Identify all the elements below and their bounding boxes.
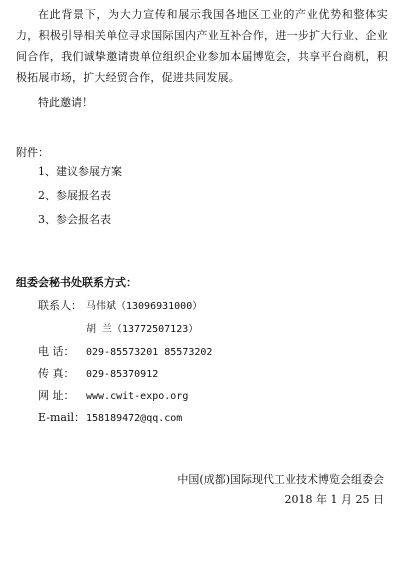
contact-person-2: 胡 兰（13772507123） bbox=[86, 324, 199, 335]
website-label: 网 址： bbox=[38, 389, 75, 402]
contact-section-title: 组委会秘书处联系方式： bbox=[16, 276, 137, 289]
website-link[interactable]: www.cwit-expo.org bbox=[86, 391, 189, 402]
phone-label: 电 话： bbox=[38, 345, 75, 358]
attachment-item: 3、参会报名表 bbox=[38, 213, 111, 226]
contact-person-1: 马伟斌（13096931000） bbox=[86, 301, 203, 312]
invitation-closing: 特此邀请！ bbox=[38, 96, 93, 109]
attachments-title: 附件： bbox=[16, 146, 49, 159]
contact-person-row-2 bbox=[38, 321, 378, 337]
attachments-list bbox=[38, 164, 122, 236]
fax-label: 传 真： bbox=[38, 367, 75, 380]
attachment-item: 2、参展报名表 bbox=[38, 189, 111, 202]
contact-person-label: 联系人： bbox=[38, 299, 82, 312]
email-link[interactable]: 158189472@qq.com bbox=[86, 413, 183, 424]
fax-value: 029-85370912 bbox=[86, 369, 159, 380]
contact-person-row bbox=[38, 298, 378, 314]
intro-paragraph: 在此背景下，为大力宣传和展示我国各地区工业的产业优势和整体实力，积极引导相关单位寻求国际国内产业互补合作，进一步扩大行业、企业间合作，我们诚挚邀请贵单位组织企业参加本届博览会，共享平台商机，积极拓展市场，扩大经贸合作，促进共同发展。 bbox=[16, 8, 388, 84]
organizer-signature: 中国(成都)国际现代工业技术博览会组委会 bbox=[177, 473, 384, 486]
phone-value: 029-85573201 85573202 bbox=[86, 347, 213, 358]
signature-date: 2018 年 1 月 25 日 bbox=[284, 493, 384, 506]
phone-row bbox=[38, 344, 378, 360]
website-row bbox=[38, 388, 378, 404]
email-row bbox=[38, 410, 378, 426]
fax-row bbox=[38, 366, 378, 382]
attachment-item: 1、建议参展方案 bbox=[38, 165, 122, 178]
email-label: E-mail： bbox=[38, 411, 85, 424]
